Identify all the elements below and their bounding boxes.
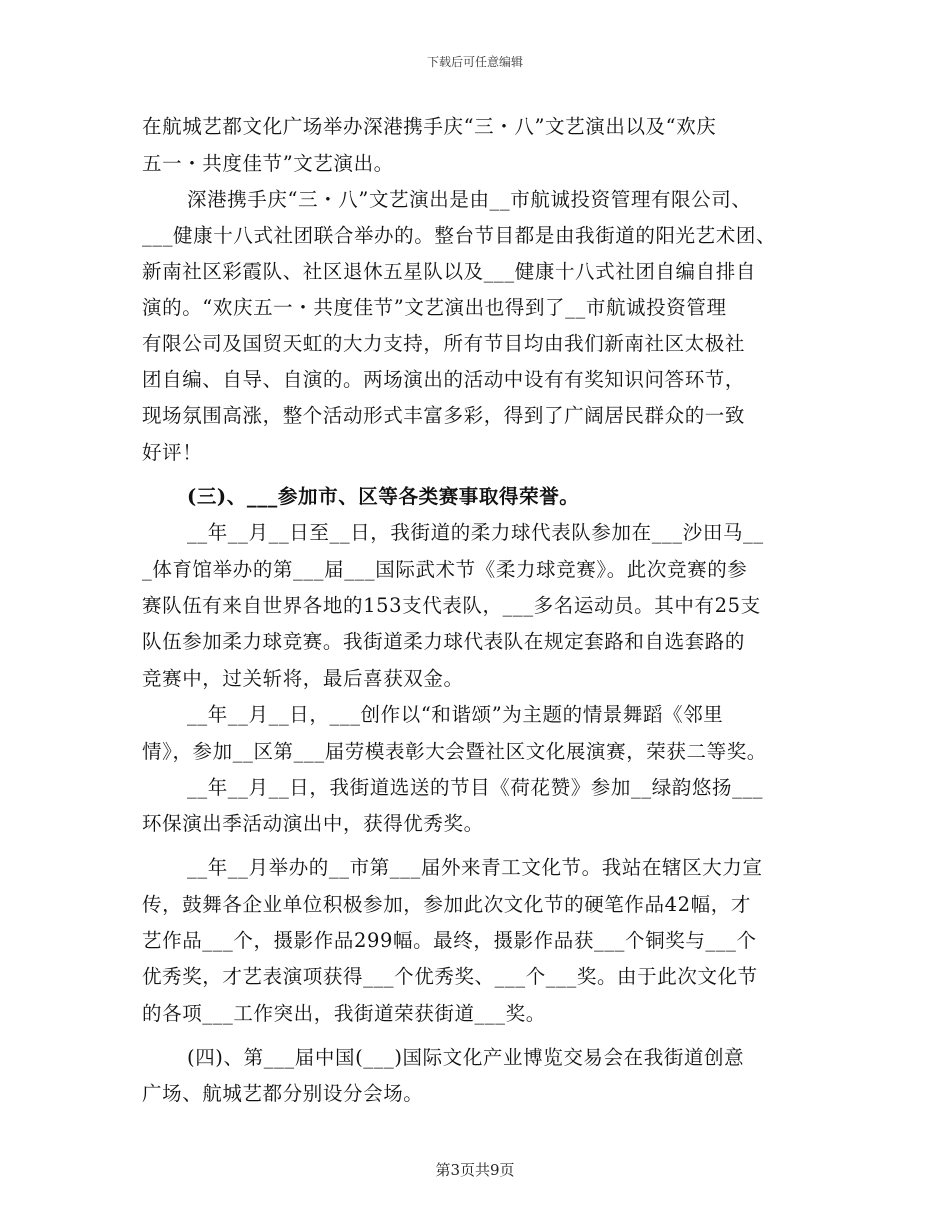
section-heading: (三)、___参加市、区等各类赛事取得荣誉。 (187, 485, 580, 508)
paragraph-line: 好评！ (142, 441, 203, 464)
paragraph-line: 深港携手庆“三・八”文艺演出是由__市航诚投资管理有限公司、 (187, 188, 752, 211)
paragraph-line: 现场氛围高涨，整个活动形式丰富多彩，得到了广阔居民群众的一致 (142, 404, 746, 427)
paragraph-line: ___健康十八式社团联合举办的。整台节目都是由我街道的阳光艺术团、 (142, 224, 777, 247)
paragraph-line: 团自编、自导、自演的。两场演出的活动中设有有奖知识问答环节， (142, 368, 746, 391)
paragraph-line: (四)、第___届中国(___)国际文化产业博览交易会在我街道创意 (187, 1046, 745, 1069)
paragraph-line: 优秀奖，才艺表演项获得___个优秀奖、___个___奖。由于此次文化节 (142, 965, 758, 988)
paragraph-line: 的各项___工作突出，我街道荣获街道___奖。 (142, 1002, 546, 1025)
paragraph-line: 竞赛中，过关斩将，最后喜获双金。 (142, 667, 464, 690)
page-footer: 第3页共9页 (435, 1161, 515, 1179)
paragraph-line: __年__月__日，我街道选送的节目《荷花赞》参加__绿韵悠扬___ (187, 776, 764, 799)
paragraph-line: _体育馆举办的第___届___国际武术节《柔力球竞赛》。此次竞赛的参 (142, 558, 748, 581)
paragraph-line: 队伍参加柔力球竞赛。我街道柔力球代表队在规定套路和自选套路的 (142, 630, 746, 653)
paragraph-line: __年__月举办的__市第___届外来青工文化节。我站在辖区大力宣 (187, 856, 763, 879)
paragraph-line: 广场、航城艺都分别设分会场。 (142, 1082, 424, 1105)
paragraph-line: 新南社区彩霞队、社区退休五星队以及___健康十八式社团自编自排自 (142, 260, 756, 283)
paragraph-line: 在航城艺都文化广场举办深港携手庆“三・八”文艺演出以及“欢庆 (142, 115, 717, 138)
paragraph-line: 情》，参加__区第___届劳模表彰大会暨社区文化展演赛，荣获二等奖。 (142, 740, 767, 763)
paragraph-line: 有限公司及国贸天虹的大力支持，所有节目均由我们新南社区太极社 (142, 332, 746, 355)
paragraph-line: 五一・共度佳节”文艺演出。 (142, 152, 394, 175)
paragraph-line: 演的。“欢庆五一・共度佳节”文艺演出也得到了__市航诚投资管理 (142, 296, 727, 319)
paragraph-line: __年__月__日，___创作以“和谐颂”为主题的情景舞蹈《邻里 (187, 703, 724, 726)
paragraph-line: 环保演出季活动演出中，获得优秀奖。 (142, 812, 484, 835)
paragraph-line: 赛队伍有来自世界各地的153支代表队，___多名运动员。其中有25支 (142, 594, 761, 617)
paragraph-line: __年__月__日至__日，我街道的柔力球代表队参加在___沙田马__ (187, 521, 764, 544)
page-header: 下载后可任意编辑 (426, 55, 523, 69)
paragraph-line: 传，鼓舞各企业单位积极参加，参加此次文化节的硬笔作品42幅，才 (142, 893, 751, 916)
paragraph-line: 艺作品___个，摄影作品299幅。最终，摄影作品获___个铜奖与___个 (142, 929, 757, 952)
